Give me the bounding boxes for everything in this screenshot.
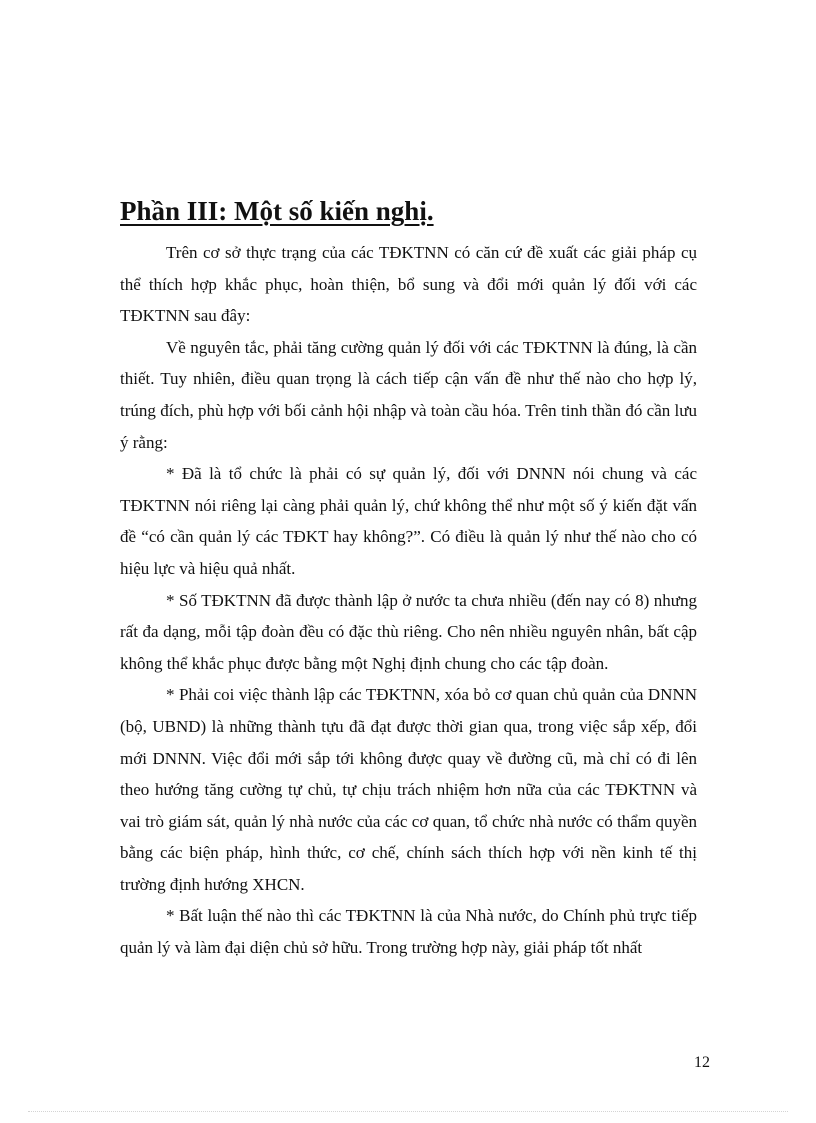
paragraph-intro: Trên cơ sở thực trạng của các TĐKTNN có căn cứ đề xuất các giải pháp cụ thể thích hợp khắc phục, hoàn thiện, bổ sung và đổi mới quản lý đối với các TĐKTNN sau đây: <box>120 243 697 326</box>
paragraph-point-diversity: * Số TĐKTNN đã được thành lập ở nước ta chưa nhiều (đến nay có 8) nhưng rất đa dạng, mỗi tập đoàn đều có đặc thù riêng. Cho nên nhiều nguyên nhân, bất cập không thể khắc phục được bằng một Nghị định chung cho các tập đoàn. <box>120 590 697 673</box>
paragraph-point-achievements: * Phải coi việc thành lập các TĐKTNN, xóa bỏ cơ quan chủ quản của DNNN (bộ, UBND) là những thành tựu đã đạt được thời gian qua, trong việc sắp xếp, đổi mới DNNN. Việc đổi mới sắp tới không được quay về đường cũ, mà chỉ có đi lên theo hướng tăng cường tự chủ, tự chịu trách nhiệm hơn nữa của các TĐKTNN và vai trò giám sát, quản lý nhà nước của các cơ quan, tổ chức nhà nước có thẩm quyền bằng các biện pháp, hình thức, cơ chế, chính sách thích hợp với nền kinh tế thị trường định hướng XHCN. <box>120 685 697 894</box>
body-text <box>120 237 697 964</box>
section-heading: Phần III: Một số kiến nghị. <box>120 196 434 226</box>
paragraph-point-management: * Đã là tổ chức là phải có sự quản lý, đối với DNNN nói chung và các TĐKTNN nói riêng lại càng phải quản lý, chứ không thể như một số ý kiến đặt vấn đề “có cần quản lý các TĐKT hay không?”. Có điều là quản lý như thế nào cho có hiệu lực và hiệu quả nhất. <box>120 464 697 578</box>
paragraph-point-ownership: * Bất luận thế nào thì các TĐKTNN là của Nhà nước, do Chính phủ trực tiếp quản lý và làm đại diện chủ sở hữu. Trong trường hợp này, giải pháp tốt nhất <box>120 906 697 958</box>
page-number: 12 <box>694 1054 710 1071</box>
paragraph-principle: Về nguyên tắc, phải tăng cường quản lý đối với các TĐKTNN là đúng, là cần thiết. Tuy nhiên, điều quan trọng là cách tiếp cận vấn đề như thế nào cho hợp lý, trúng đích, phù hợp với bối cảnh hội nhập và toàn cầu hóa. Trên tinh thần đó cần lưu ý rằng: <box>120 337 697 452</box>
footer-divider <box>28 1111 788 1112</box>
